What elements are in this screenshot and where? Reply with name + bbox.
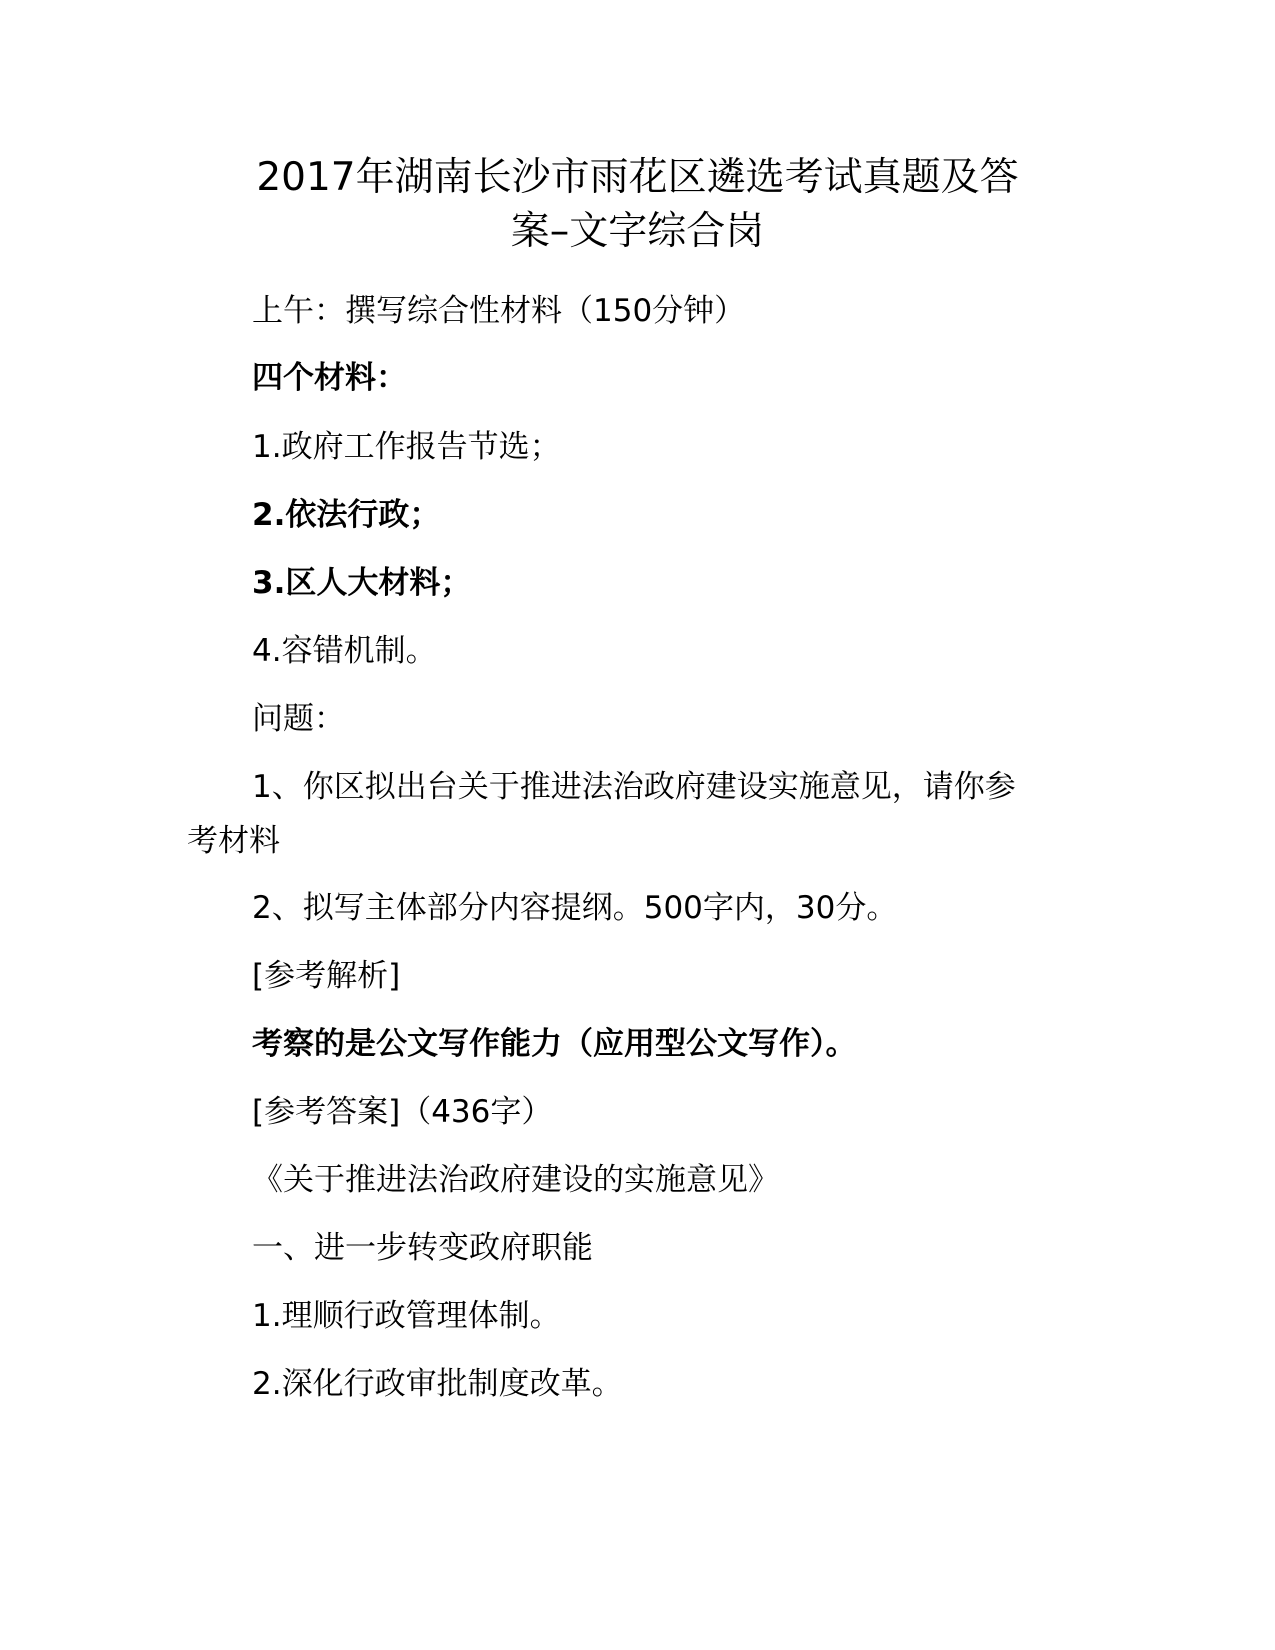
- materials-heading: 四个材料：: [252, 360, 407, 396]
- question-item-2: 2、拟写主体部分内容提纲。500字内，30分。: [252, 890, 898, 926]
- answer-title: 《关于推进法治政府建设的实施意见》: [252, 1162, 779, 1198]
- material-item-3: 3.区人大材料；: [252, 565, 472, 601]
- question-item-1-continued: 考材料: [187, 823, 280, 859]
- reference-analysis-text: 考察的是公文写作能力（应用型公文写作）。: [252, 1026, 857, 1062]
- answer-item-2: 2.深化行政审批制度改革。: [252, 1366, 623, 1402]
- answer-item-1: 1.理顺行政管理体制。: [252, 1298, 561, 1334]
- answer-section-1: 一、进一步转变政府职能: [252, 1230, 593, 1266]
- reference-analysis-heading: [参考解析]: [252, 958, 401, 994]
- question-heading: 问题：: [252, 701, 345, 737]
- document-title-line-1: 2017年湖南长沙市雨花区遴选考试真题及答: [256, 155, 1019, 200]
- document-title-line-2: 案–文字综合岗: [510, 209, 765, 254]
- material-item-4: 4.容错机制。: [252, 633, 437, 669]
- reference-answer-heading: [参考答案]（436字）: [252, 1094, 553, 1130]
- material-item-2: 2.依法行政；: [252, 497, 441, 533]
- material-item-1: 1.政府工作报告节选；: [252, 429, 561, 465]
- session-info: 上午：撰写综合性材料（150分钟）: [252, 293, 746, 329]
- question-item-1: 1、你区拟出台关于推进法治政府建设实施意见，请你参: [252, 769, 1016, 805]
